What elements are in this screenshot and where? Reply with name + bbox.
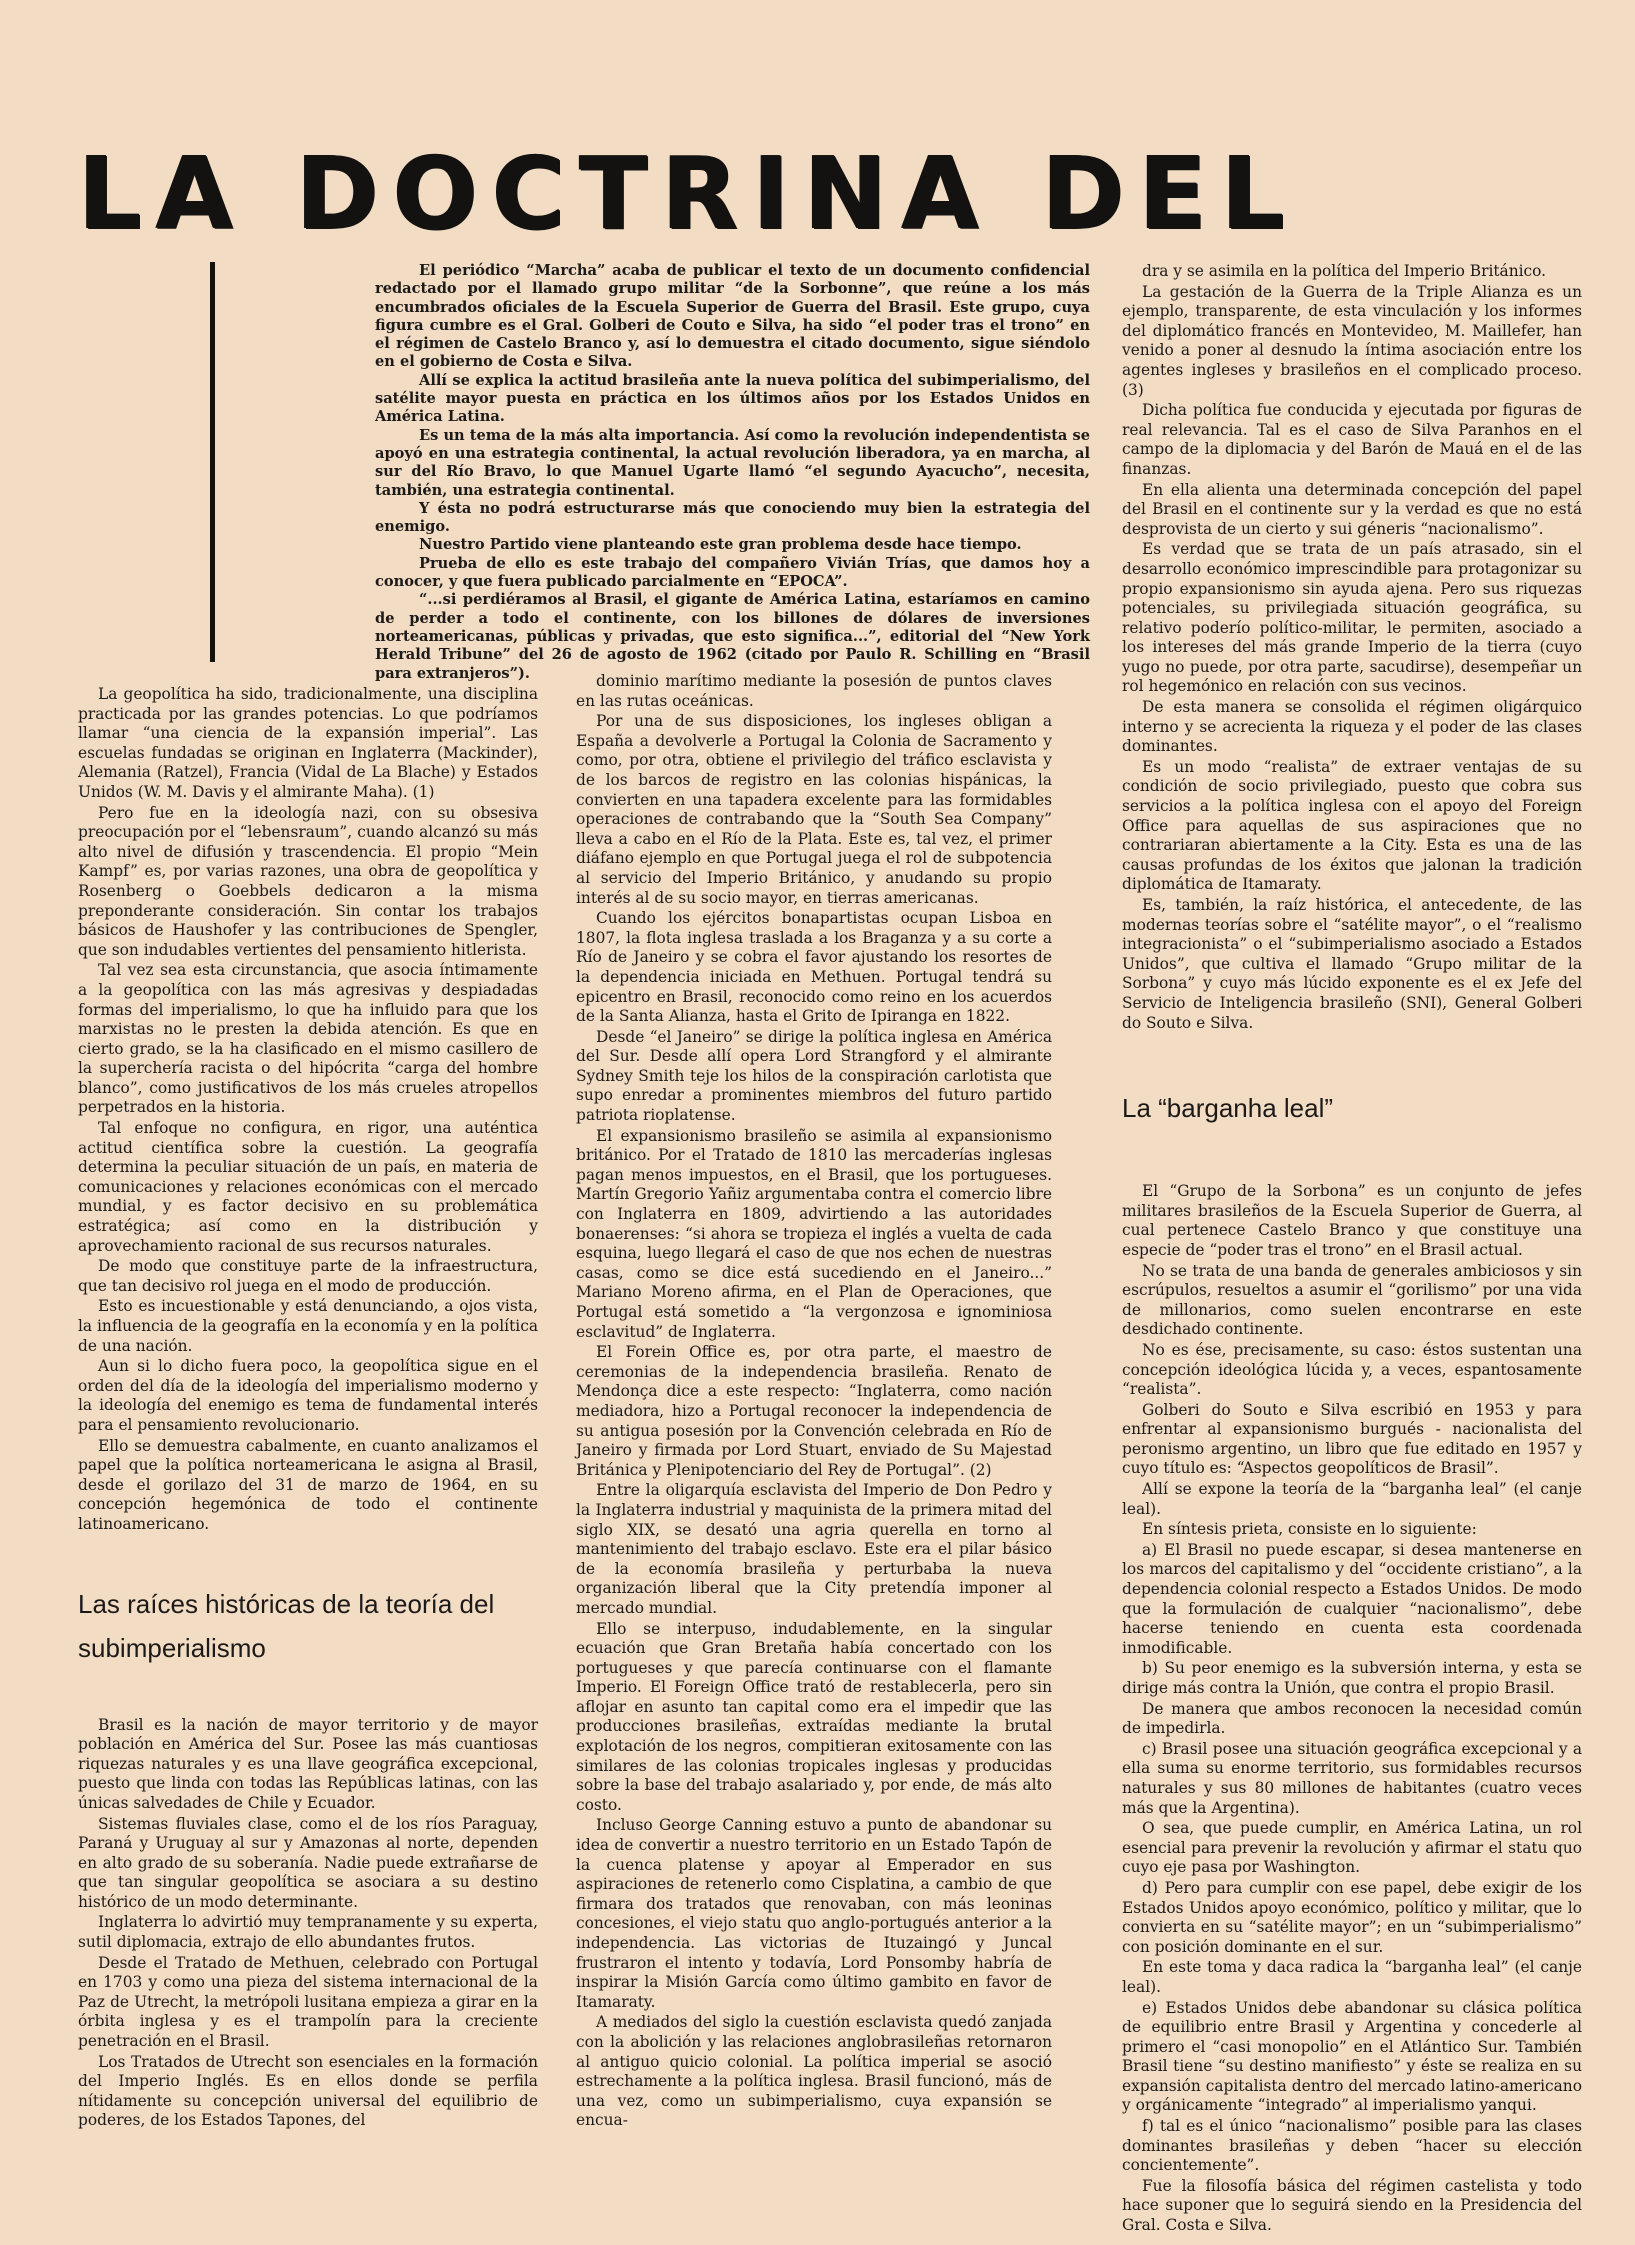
body-paragraph: f) tal es el único “nacionalismo” posible para las clases dominantes brasileñas y deben “hacer su elección concientemente”.	[1122, 2117, 1582, 2175]
body-paragraph: Ello se interpuso, indudablemente, en la singular ecuación que Gran Bretaña había concertado con los portugueses y que parecía continuarse con el flamante Imperio. El Foreign Office trató de restablecerla, pero sin aflojar en asunto tan capital como era el impedir que las producciones brasileñas, extraídas mediante la brutal explotación de los negros, compitieran exitosamente con las similares de las colonias tropicales inglesas y producidas sobre la base del trabajo asalariado y, por ende, de más alto costo.	[576, 1619, 1052, 1814]
body-paragraph: Ello se demuestra cabalmente, en cuanto analizamos el papel que la política norteamericana le asigna al Brasil, desde el gorilazo del 31 de marzo de 1964, en su concepción hegemónica de todo el continente latinoamericano.	[78, 1436, 538, 1533]
intro-box	[210, 262, 1090, 682]
body-paragraph: d) Pero para cumplir con ese papel, debe exigir de los Estados Unidos apoyo económico, político y militar, que lo convierta en su “satélite mayor”; en un “subimperialismo” con posición dominante en el sur.	[1122, 1878, 1582, 1956]
body-paragraph: b) Su peor enemigo es la subversión interna, y esta se dirige más contra la Unión, que contra el propio Brasil.	[1122, 1659, 1582, 1697]
body-paragraph: La geopolítica ha sido, tradicionalmente, una disciplina practicada por las grandes potencias. Lo que podríamos llamar “una ciencia de la expansión imperial”. Las escuelas fundadas se originan en Inglaterra (Mackinder), Alemania (Ratzel), Francia (Vidal de La Blache) y Estados Unidos (W. M. Davis y el almirante Maha). (1)	[78, 685, 538, 801]
intro-paragraph: Allí se explica la actitud brasileña ante la nueva política del subimperialismo, del satélite mayor puesta en práctica en los últimos años por los Estados Unidos en América Latina.	[375, 371, 1090, 426]
body-paragraph: Inglaterra lo advirtió muy tempranamente y su experta, sutil diplomacia, extrajo de ello abundantes frutos.	[78, 1913, 538, 1952]
body-paragraph: Incluso George Canning estuvo a punto de abandonar su idea de convertir a nuestro territorio en un Estado Tapón de la cuenca platense y apoyar al Emperador en sus aspiraciones de retenerlo como Cisplatina, a cambio de que firmara dos tratados que renovaban, con más leoninas concesiones, el viejo statu quo anglo-portugués anterior a la independencia. Las victorias de Ituzaingó y Juncal frustraron el intento y todavía, Lord Ponsomby habría de inspirar la Misión García como último gambito en favor de Itamaraty.	[576, 1816, 1052, 2011]
body-paragraph: Sistemas fluviales clase, como el de los ríos Paraguay, Paraná y Uruguay al sur y Amazonas al norte, dependen en alto grado de su soberanía. Nadie puede extrañarse de que tan singular geopolítica se asociara a su destino histórico de un modo determinante.	[78, 1814, 538, 1911]
column-1	[78, 685, 538, 2130]
body-paragraph: Por una de sus disposiciones, los ingleses obligan a España a devolverle a Portugal la Colonia de Sacramento y como, por otra, obtiene el privilegio del tráfico esclavista y de los barcos de registro en las colonias hispánicas, la convierten en una tapadera excelente para las formidables operaciones de contrabando que la “South Sea Company” lleva a cabo en el Río de la Plata. Este es, tal vez, el primer diáfano ejemplo en que Portugal juega el rol de subpotencia al servicio del Imperio Británico, y anudando su propio interés al de su socio mayor, en tierras americanas.	[576, 712, 1052, 907]
intro-paragraph: Y ésta no podrá estructurarse más que conociendo muy bien la estrategia del enemigo.	[375, 499, 1090, 536]
body-paragraph: De manera que ambos reconocen la necesidad común de impedirla.	[1122, 1699, 1582, 1738]
body-paragraph: Entre la oligarquía esclavista del Imperio de Don Pedro y la Inglaterra industrial y maquinista de la primera mitad del siglo XIX, se desató una agria querella en torno al mantenimiento del trabajo esclavo. Este era el pilar básico de la economía brasileña y perturbaba la nueva organización liberal que la City pretendía imponer al mercado mundial.	[576, 1481, 1052, 1617]
body-paragraph: En este toma y daca radica la “barganha leal” (el canje leal).	[1122, 1958, 1582, 1996]
headline: LA DOCTRINA DEL	[78, 135, 1299, 252]
body-paragraph: Tal enfoque no configura, en rigor, una auténtica actitud científica sobre la cuestión. La geografía determina la peculiar situación de un país, en materia de comunicaciones y relaciones económicas con el mercado mundial, y es factor decisivo en su problemática estratégica; así como en la distribución y aprovechamiento racional de sus recursos naturales.	[78, 1119, 538, 1255]
body-paragraph: Pero fue en la ideología nazi, con su obsesiva preocupación por el “lebensraum”, cuando alcanzó su más alto nivel de difusión y trascendencia. El propio “Mein Kampf” es, por varias razones, una obra de geopolítica y Rosenberg o Goebbels dedicaron a la misma preponderante consideración. Sin contar los trabajos básicos de Haushofer y las contribuciones de Spengler, que son indudables vertientes del pensamiento hitlerista.	[78, 803, 538, 959]
body-paragraph: En síntesis prieta, consiste en lo siguiente:	[1142, 1520, 1477, 1539]
body-paragraph: Aun si lo dicho fuera poco, la geopolítica sigue en el orden del día de la ideología del imperialismo moderno y la ideología del enemigo es tema de fundamental interés para el pensamiento revolucionario.	[78, 1357, 538, 1434]
body-paragraph: Desde “el Janeiro” se dirige la política inglesa en América del Sur. Desde allí opera Lord Strangford y el almirante Sydney Smith teje los hilos de la conspiración carlotista que supo enredar a prominentes miembros del futuro partido patriota rioplatense.	[576, 1027, 1052, 1125]
section-heading-raices: Las raíces históricas de la teoría del subimperialismo	[78, 1588, 495, 1663]
column-3	[1122, 262, 1582, 2235]
body-paragraph: Dicha política fue conducida y ejecutada por figuras de real relevancia. Tal es el caso de Silva Paranhos en el campo de la diplomacia y del Barón de Mauá en el de las finanzas.	[1122, 401, 1582, 478]
intro-paragraph: Es un tema de la más alta importancia. Así como la revolución independentista se apoyó en una estrategia continental, la actual revolución liberadora, ya en marcha, al sur del Río Bravo, lo que Manuel Ugarte llamó “el segundo Ayacucho”, necesita, también, una estrategia continental.	[375, 426, 1090, 499]
body-paragraph: dra y se asimila en la política del Imperio Británico.	[1142, 262, 1547, 280]
body-paragraph: No es ése, precisamente, su caso: éstos sustentan una concepción ideológica lúcida y, a veces, espantosamente “realista”.	[1122, 1340, 1582, 1399]
body-paragraph: Tal vez sea esta circunstancia, que asocia íntimamente a la geopolítica con las más agresivas y despiadadas formas del imperialismo, lo que ha influido para que los marxistas no le presten la debida atención. Es que en cierto grado, se la ha clasificado en el mismo casillero de la superchería racista o del hipócrita “carga del hombre blanco”, como justificativos de los más crueles atropellos perpetrados en la historia.	[78, 961, 538, 1117]
body-paragraph: Es un modo “realista” de extraer ventajas de su condición de socio privilegiado, puesto que cobra sus servicios a la política inglesa con el apoyo del Foreign Office para aquellas de sus aspiraciones que no contrariaran abiertamente a la City. Esta es una de las causas profundas de los éxitos que jalonan la tradición diplomática de Itamaraty.	[1122, 757, 1582, 894]
body-paragraph: En ella alienta una determinada concepción del papel del Brasil en el continente sur y la verdad es que no está desprovista de un cierto y sui géneris “nacionalismo”.	[1122, 480, 1582, 538]
section-heading-barganha: La “barganha leal”	[1122, 1093, 1334, 1124]
intro-paragraph: Nuestro Partido viene planteando este gran problema desde hace tiempo.	[419, 536, 1022, 554]
body-paragraph: O sea, que puede cumplir, en América Latina, un rol esencial para prevenir la revolución y afirmar el statu quo cuyo eje pasa por Washington.	[1122, 1819, 1582, 1877]
intro-paragraph: El periódico “Marcha” acaba de publicar el texto de un documento confidencial redactado por el llamado grupo militar “de la Sorbonne”, que reúne a los más encumbrados oficiales de la Escuela Superior de Guerra del Brasil. Este grupo, cuya figura cumbre es el Gral. Golberi de Couto e Silva, ha sido “el poder tras el trono” en el régimen de Castelo Branco y, así lo demuestra el citado documento, sigue siéndolo en el gobierno de Costa e Silva.	[375, 262, 1090, 371]
body-paragraph: La gestación de la Guerra de la Triple Alianza es un ejemplo, transparente, de esta vinculación y los informes del diplomático francés en Montevideo, M. Maillefer, han venido a poner al desnudo la íntima asociación entre los agentes ingleses y brasileños en el complicado proceso. (3)	[1122, 282, 1582, 399]
body-paragraph: a) El Brasil no puede escapar, si desea mantenerse en los marcos del capitalismo y del “occidente cristiano”, a la dependencia colonial respecto a Estados Unidos. De modo que la formulación de cualquier “nacionalismo”, debe hacerse teniendo en cuenta esta coordenada inmodificable.	[1122, 1540, 1582, 1657]
body-paragraph: Cuando los ejércitos bonapartistas ocupan Lisboa en 1807, la flota inglesa traslada a los Braganza y a su corte a Río de Janeiro y se cobra el favor ajustando los resortes de la dependencia iniciada en Methuen. Portugal tendrá su epicentro en Brasil, reconocido como reino en los acuerdos de la Santa Alianza, hasta el Grito de Ipiranga en 1822.	[576, 909, 1052, 1026]
body-paragraph: El “Grupo de la Sorbona” es un conjunto de jefes militares brasileños de la Escuela Superior de Guerra, al cual pertenece Castelo Branco y que constituye una especie de “poder tras el trono” en el Brasil actual.	[1122, 1182, 1582, 1259]
body-paragraph: Golberi do Souto e Silva escribió en 1953 y para enfrentar al expansionismo burgués - nacionalista del peronismo argentino, un libro que fue editado en 1957 y cuyo título es: “Aspectos geopolíticos de Brasil”.	[1122, 1400, 1582, 1478]
intro-paragraph: “...si perdiéramos al Brasil, el gigante de América Latina, estaríamos en camino de perder a todo el continente, con los billones de dólares de inversiones norteamericanas, públicas y privadas, que esto significa...”, editorial del “New York Herald Tribune” del 26 de agosto de 1962 (citado por Paulo R. Schilling en “Brasil para extranjeros”).	[375, 591, 1090, 682]
body-paragraph: El Forein Office es, por otra parte, el maestro de ceremonias de la independencia brasileña. Renato de Mendonça dice a este respecto: “Inglaterra, como nación mediadora, hizo a Portugal reconocer la independencia de su antigua posesión por la Convención celebrada en Río de Janeiro y firmada por Lord Stuart, enviado de Su Majestad Británica y Plenipotenciario del Rey de Portugal”. (2)	[576, 1343, 1052, 1479]
body-paragraph: Allí se expone la teoría de la “barganha leal” (el canje leal).	[1122, 1480, 1582, 1518]
body-paragraph: c) Brasil posee una situación geográfica excepcional y a ella suma su enorme territorio, sus formidables recursos naturales y sus 80 millones de habitantes (cuatro veces más que la Argentina).	[1122, 1739, 1582, 1817]
body-paragraph: A mediados del siglo la cuestión esclavista quedó zanjada con la abolición y las relaciones anglobrasileñas retornaron al antiguo quicio colonial. La política imperial se asoció estrechamente a la política inglesa. Brasil funcionó, más de una vez, como un subimperialismo, cuya expansión se encua-	[576, 2013, 1052, 2130]
column-2	[576, 672, 1052, 2187]
body-paragraph: Desde el Tratado de Methuen, celebrado con Portugal en 1703 y como una pieza del sistema internacional de la Paz de Utrecht, la metrópoli lusitana empieza a girar en la órbita inglesa y es el trampolín para la creciente penetración en el Brasil.	[78, 1953, 538, 2051]
body-paragraph: Brasil es la nación de mayor territorio y de mayor población en América del Sur. Posee las más cuantiosas riquezas naturales y es una llave geográfica excepcional, puesto que linda con todas las Repúblicas latinas, con las únicas salvedades de Chile y Ecuador.	[78, 1715, 538, 1812]
body-paragraph: Es, también, la raíz histórica, el antecedente, de las modernas teorías sobre el “satélite mayor”, o el “realismo integracionista” o el “subimperialismo asociado a Estados Unidos”, que cultiva el llamado “Grupo militar de la Sorbona” y cuyo más lúcido exponente es el ex Jefe del Servicio de Inteligencia brasileño (SNI), General Golberi do Souto e Silva.	[1122, 896, 1582, 1032]
body-paragraph: dominio marítimo mediante la posesión de puntos claves en las rutas oceánicas.	[576, 672, 1052, 710]
intro-paragraph: Prueba de ello es este trabajo del compañero Vivián Trías, que damos hoy a conocer, y que fuera publicado parcialmente en “EPOCA”.	[375, 554, 1090, 591]
body-paragraph: De esta manera se consolida el régimen oligárquico interno y se acrecienta la riqueza y el poder de las clases dominantes.	[1122, 698, 1582, 756]
body-paragraph: Fue la filosofía básica del régimen castelista y todo hace suponer que lo seguirá siendo en la Presidencia del Gral. Costa e Silva.	[1122, 2176, 1582, 2235]
body-paragraph: De modo que constituye parte de la infraestructura, que tan decisivo rol juega en el modo de producción.	[78, 1257, 538, 1295]
body-paragraph: e) Estados Unidos debe abandonar su clásica política de equilibrio entre Brasil y Argentina y concederle al primero el “casi monopolio” en el Atlántico Sur. También Brasil tiene “su destino manifiesto” y éste se realiza en su expansión capitalista dentro del mercado latino-americano y orgánicamente “integrado” al imperialismo yanqui.	[1122, 1998, 1582, 2115]
body-paragraph: Esto es incuestionable y está denunciando, a ojos vista, la influencia de la geografía en la economía y en la política de una nación.	[78, 1297, 538, 1355]
body-paragraph: No se trata de una banda de generales ambiciosos y sin escrúpulos, resueltos a asumir el “gorilismo” por una vida de millonarios, como suelen encontrarse en este desdichado continente.	[1122, 1261, 1582, 1339]
body-paragraph: Los Tratados de Utrecht son esenciales en la formación del Imperio Inglés. Es en ellos donde se perfila nítidamente su concepción universal del equilibrio de poderes, de los Estados Tapones, del	[78, 2052, 538, 2130]
body-paragraph: Es verdad que se trata de un país atrasado, sin el desarrollo económico imprescindible para protagonizar su propio expansionismo sin ayuda ajena. Pero sus riquezas potenciales, su privilegiada situación geográfica, su relativo poderío político-militar, le permiten, asociado a los intereses del más grande Imperio de la tierra (cuyo yugo no puede, por otra parte, sacudirse), desempeñar un rol hegemónico en relación con sus vecinos.	[1122, 540, 1582, 696]
body-paragraph: El expansionismo brasileño se asimila al expansionismo británico. Por el Tratado de 1810 las mercaderías inglesas pagan menos impuestos, en el Brasil, que los portugueses. Martín Gregorio Yañiz argumentaba contra el comercio libre con Inglaterra en 1809, advirtiendo a las autoridades bonaerenses: “si ahora se tropieza el inglés a vuelta de cada esquina, luego llegará el caso de que nos echen de nuestras casas, como se dice está sucediendo en el Janeiro...” Mariano Moreno afirma, en el Plan de Operaciones, que Portugal está sometido a “la vergonzosa e ignominiosa esclavitud” de Inglaterra.	[576, 1126, 1052, 1341]
